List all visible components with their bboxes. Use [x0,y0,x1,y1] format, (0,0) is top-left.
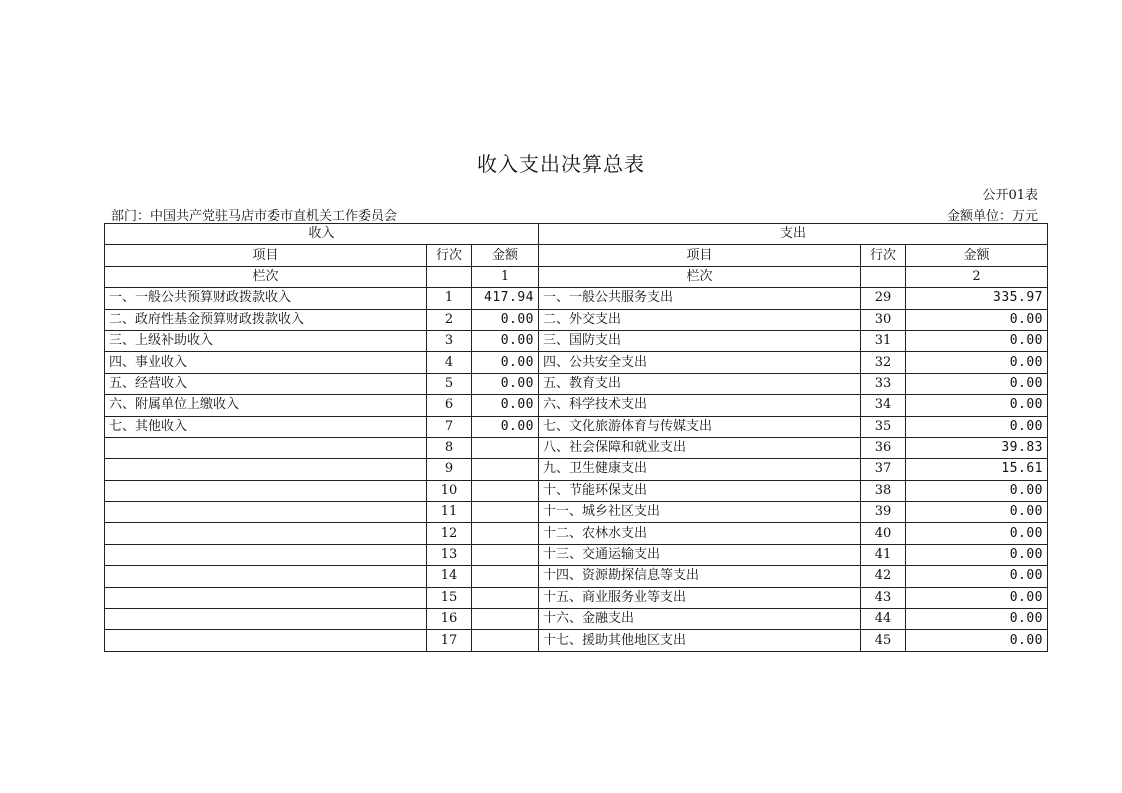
expense-amount-cell: 0.00 [906,373,1048,394]
expense-item-cell: 二、外交支出 [539,309,861,330]
table-row [105,373,1048,394]
income-row-no-cell: 15 [427,587,472,608]
income-item-cell: 二、政府性基金预算财政拨款收入 [105,309,427,330]
income-item-cell: 一、一般公共预算财政拨款收入 [105,288,427,309]
income-row-no-cell: 1 [427,288,472,309]
header-row-sections [105,224,1048,245]
income-item-cell [105,437,427,458]
income-row-no-cell: 13 [427,544,472,565]
expense-row-no-cell: 36 [861,437,906,458]
income-amount-cell: 0.00 [472,330,539,351]
table-row [105,523,1048,544]
table-row [105,395,1048,416]
income-item-cell [105,609,427,630]
income-row-no-cell: 11 [427,502,472,523]
table-row [105,480,1048,501]
table-row [105,309,1048,330]
table-code: 公开01表 [982,188,1038,203]
expense-item-cell: 十、节能环保支出 [539,480,861,501]
income-row-no-cell: 12 [427,523,472,544]
income-item-cell: 七、其他收入 [105,416,427,437]
expense-item-cell: 七、文化旅游体育与传媒支出 [539,416,861,437]
table-row [105,330,1048,351]
income-amount-cell [472,566,539,587]
expense-item-cell: 十五、商业服务业等支出 [539,587,861,608]
expense-item-cell: 十四、资源勘探信息等支出 [539,566,861,587]
income-amount-cell: 0.00 [472,352,539,373]
table-row [105,416,1048,437]
income-row-no-cell: 17 [427,630,472,651]
income-row-no-cell: 16 [427,609,472,630]
income-amount-cell [472,544,539,565]
expense-amount-cell: 0.00 [906,544,1048,565]
income-amount-cell [472,459,539,480]
income-item-cell [105,480,427,501]
expense-row-no-cell: 43 [861,587,906,608]
table-row [105,587,1048,608]
expense-amount-cell: 0.00 [906,352,1048,373]
expense-amount-cell: 15.61 [906,459,1048,480]
income-column-label: 栏次 [105,266,427,287]
income-item-cell [105,459,427,480]
income-row-no-cell: 4 [427,352,472,373]
expense-item-cell: 三、国防支出 [539,330,861,351]
income-amount-header: 金额 [472,245,539,266]
expense-item-cell: 六、科学技术支出 [539,395,861,416]
income-row-no-cell: 5 [427,373,472,394]
expense-amount-cell: 0.00 [906,566,1048,587]
expense-column-label: 栏次 [539,266,861,287]
income-amount-cell: 0.00 [472,373,539,394]
income-amount-cell: 0.00 [472,395,539,416]
income-row-no-cell: 14 [427,566,472,587]
income-item-cell: 三、上级补助收入 [105,330,427,351]
expense-amount-cell: 0.00 [906,609,1048,630]
income-amount-cell [472,502,539,523]
expense-item-cell: 十三、交通运输支出 [539,544,861,565]
expense-amount-header: 金额 [906,245,1048,266]
income-item-cell [105,544,427,565]
expense-column-blank [861,266,906,287]
income-row-no-cell: 2 [427,309,472,330]
income-item-cell [105,587,427,608]
income-amount-cell [472,630,539,651]
expense-row-no-cell: 31 [861,330,906,351]
table-row [105,437,1048,458]
expense-row-no-cell: 29 [861,288,906,309]
income-amount-cell [472,480,539,501]
income-row-no-cell: 8 [427,437,472,458]
income-row-no-cell: 9 [427,459,472,480]
income-column-blank [427,266,472,287]
income-item-cell [105,523,427,544]
department-label: 部门：中国共产党驻马店市委市直机关工作委员会 [111,209,398,224]
table-row [105,630,1048,651]
income-amount-cell: 417.94 [472,288,539,309]
expense-row-no-cell: 41 [861,544,906,565]
income-item-cell: 六、附属单位上缴收入 [105,395,427,416]
expense-item-cell: 十一、城乡社区支出 [539,502,861,523]
expense-row-no-cell: 45 [861,630,906,651]
expense-amount-cell: 0.00 [906,630,1048,651]
expense-amount-cell: 0.00 [906,330,1048,351]
table-row [105,288,1048,309]
expense-item-cell: 十二、农林水支出 [539,523,861,544]
expense-row-no-cell: 37 [861,459,906,480]
expense-item-header: 项目 [539,245,861,266]
page-title: 收入支出决算总表 [477,152,645,176]
income-amount-cell [472,609,539,630]
income-column-number: 1 [472,266,539,287]
expense-row-no-cell: 33 [861,373,906,394]
expense-row-no-cell: 30 [861,309,906,330]
expense-amount-cell: 0.00 [906,416,1048,437]
table-row [105,609,1048,630]
table-row [105,544,1048,565]
expense-item-cell: 四、公共安全支出 [539,352,861,373]
header-row-columns [105,245,1048,266]
expense-amount-cell: 0.00 [906,395,1048,416]
expense-amount-cell: 0.00 [906,480,1048,501]
expense-row-no-cell: 35 [861,416,906,437]
amount-unit-label: 金额单位：万元 [946,209,1038,224]
income-expense-table [104,223,1048,652]
header-row-column-numbers [105,266,1048,287]
expense-section-header: 支出 [539,224,1048,245]
expense-amount-cell: 0.00 [906,502,1048,523]
expense-amount-cell: 0.00 [906,523,1048,544]
income-amount-cell [472,523,539,544]
expense-row-no-cell: 39 [861,502,906,523]
expense-row-no-cell: 44 [861,609,906,630]
expense-amount-cell: 39.83 [906,437,1048,458]
expense-item-cell: 八、社会保障和就业支出 [539,437,861,458]
expense-row-no-header: 行次 [861,245,906,266]
expense-row-no-cell: 38 [861,480,906,501]
table-row [105,459,1048,480]
income-row-no-cell: 3 [427,330,472,351]
income-item-cell [105,502,427,523]
expense-item-cell: 九、卫生健康支出 [539,459,861,480]
income-item-cell: 五、经营收入 [105,373,427,394]
income-section-header: 收入 [105,224,539,245]
income-amount-cell: 0.00 [472,416,539,437]
table-row [105,502,1048,523]
expense-amount-cell: 0.00 [906,309,1048,330]
table-row [105,566,1048,587]
expense-item-cell: 五、教育支出 [539,373,861,394]
table-row [105,352,1048,373]
income-amount-cell: 0.00 [472,309,539,330]
expense-amount-cell: 0.00 [906,587,1048,608]
expense-item-cell: 十七、援助其他地区支出 [539,630,861,651]
income-row-no-cell: 10 [427,480,472,501]
expense-row-no-cell: 32 [861,352,906,373]
income-item-cell [105,566,427,587]
expense-row-no-cell: 40 [861,523,906,544]
expense-amount-cell: 335.97 [906,288,1048,309]
expense-row-no-cell: 42 [861,566,906,587]
income-row-no-cell: 7 [427,416,472,437]
income-row-no-header: 行次 [427,245,472,266]
income-amount-cell [472,587,539,608]
expense-column-number: 2 [906,266,1048,287]
expense-row-no-cell: 34 [861,395,906,416]
income-amount-cell [472,437,539,458]
income-item-cell [105,630,427,651]
expense-item-cell: 一、一般公共服务支出 [539,288,861,309]
expense-item-cell: 十六、金融支出 [539,609,861,630]
income-item-header: 项目 [105,245,427,266]
income-row-no-cell: 6 [427,395,472,416]
income-item-cell: 四、事业收入 [105,352,427,373]
